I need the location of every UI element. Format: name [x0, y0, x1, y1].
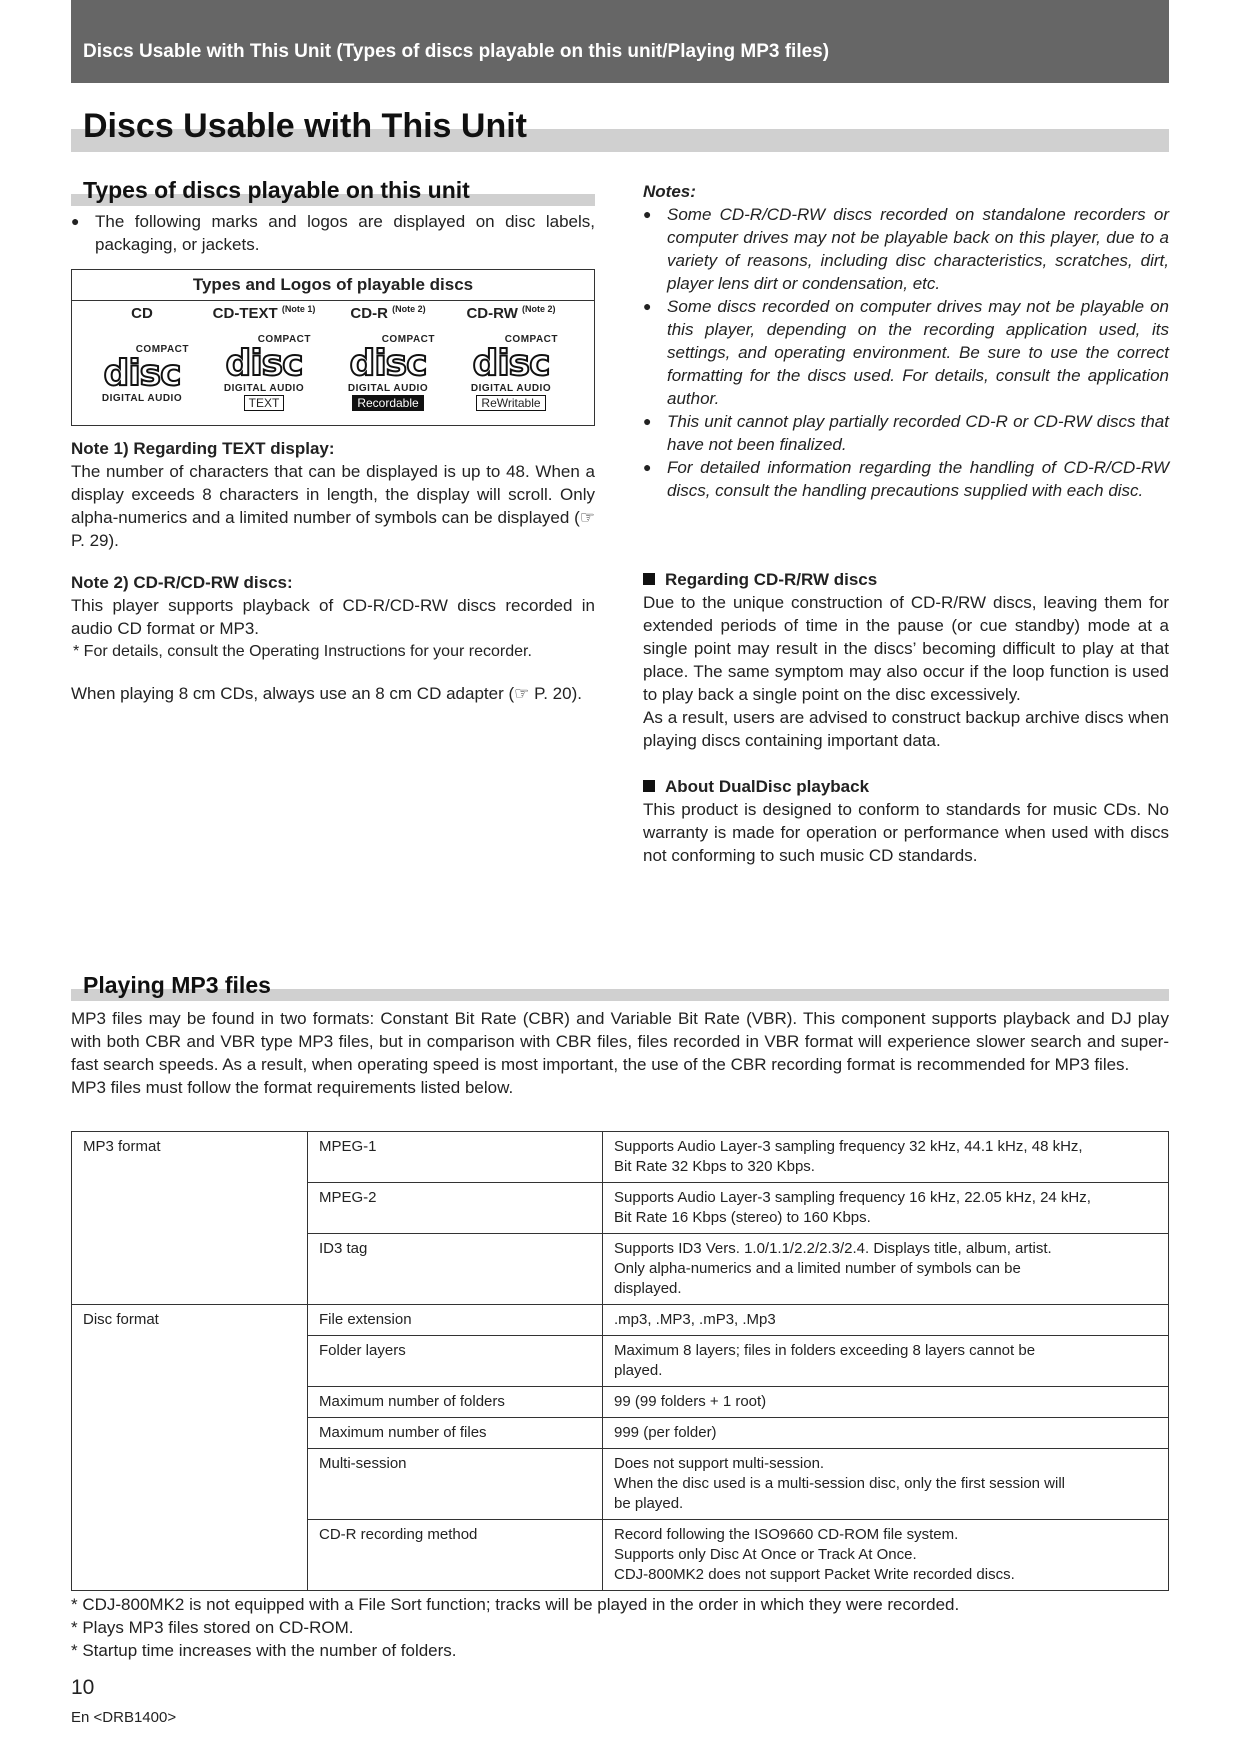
desc-cell: Maximum 8 layers; files in folders exceeding 8 layers cannot be played. — [603, 1336, 1169, 1387]
square-bullet-icon — [643, 573, 655, 585]
logo-label — [200, 304, 328, 326]
logo-tag: ReWritable — [476, 395, 545, 411]
footnote: * Plays MP3 files stored on CD-ROM. — [71, 1618, 354, 1637]
desc-cell: Supports ID3 Vers. 1.0/1.1/2.2/2.3/2.4. Displays title, album, artist. Only alpha-numerics and a limited number of symbols can be displayed. — [603, 1234, 1169, 1305]
regarding-text1: Due to the unique construction of CD-R/RW discs, leaving them for extended periods of time in the pause (or cue standby) mode at a single point may result in the discs’ becoming difficult to play at that place. The same symptom may also occur if the loop function is used to play back a single point on the disc excessively. — [643, 593, 1169, 704]
desc-cell: 999 (per folder) — [603, 1418, 1169, 1449]
page-number: 10 — [71, 1676, 95, 1699]
mp3-format-table — [71, 1131, 1169, 1591]
item-cell: CD-R recording method — [308, 1520, 603, 1591]
item-cell: File extension — [308, 1305, 603, 1336]
disc-logo-table — [71, 269, 595, 426]
notes-left — [71, 437, 595, 705]
types-intro — [71, 210, 595, 256]
note2-text: This player supports playback of CD-R/CD-RW discs recorded in audio CD format or MP3. — [71, 596, 595, 638]
logo-disc-word: disc — [225, 343, 303, 384]
logo-bottom-text: DIGITAL AUDIO — [223, 383, 305, 394]
note2-title: Note 2) CD-R/CD-RW discs: — [71, 573, 293, 592]
logo-top-text: COMPACT — [257, 334, 311, 345]
mp3-footnotes — [71, 1593, 959, 1662]
desc-cell: 99 (99 folders + 1 root) — [603, 1387, 1169, 1418]
logo-tag: Recordable — [352, 395, 423, 411]
mp3-intro — [71, 1007, 1169, 1099]
logo-label — [78, 304, 206, 326]
footnote: * Startup time increases with the number of folders. — [71, 1641, 457, 1660]
header-band — [71, 0, 1169, 83]
logo-cell — [447, 304, 575, 412]
footnote: * CDJ-800MK2 is not equipped with a File Sort function; tracks will be played in the order in which they were recorded. — [71, 1595, 960, 1614]
logo-label-text: CD-R — [350, 305, 388, 322]
doc-code: En <DRB1400> — [71, 1709, 177, 1726]
logo-label-text: CD — [131, 305, 153, 322]
group-cell: MP3 format — [72, 1132, 308, 1305]
logo-note: (Note 2) — [522, 304, 556, 314]
logo-note: (Note 1) — [281, 304, 316, 314]
group-cell: Disc format — [72, 1305, 308, 1591]
logo-cell — [200, 304, 328, 412]
note-item: ● Some CD-R/CD-RW discs recorded on standalone recorders or computer drives may not be playable back on this player, due to a variety of reasons, including disc characteristics, scratches, dirt, player lens dirt or condensation, etc. — [643, 203, 1169, 295]
note-item: ● Some discs recorded on computer drives may not be playable on this player, depending on the recording application used, its settings, and operating environment. Be sure to use the correct formatting for the discs used. For details, consult the application author. — [643, 295, 1169, 410]
logo-disc-word: disc — [103, 353, 181, 394]
logo-label-text: CD-RW — [466, 305, 518, 322]
notes-list — [643, 203, 1169, 502]
desc-cell: Supports Audio Layer-3 sampling frequency 32 kHz, 44.1 kHz, 48 kHz, Bit Rate 32 Kbps to 320 Kbps. — [603, 1132, 1169, 1183]
compact-disc-logo — [464, 334, 558, 412]
logo-top-text: COMPACT — [504, 334, 558, 345]
logo-label — [447, 304, 575, 326]
desc-cell: Does not support multi-session. When the disc used is a multi-session disc, only the first session will be played. — [603, 1449, 1169, 1520]
regarding-section — [643, 568, 1169, 867]
item-cell: Maximum number of files — [308, 1418, 603, 1449]
header-title: Discs Usable with This Unit (Types of discs playable on this unit/Playing MP3 files) — [83, 41, 830, 62]
regarding-text2: As a result, users are advised to construct backup archive discs when playing discs containing important data. — [643, 708, 1169, 750]
desc-cell: .mp3, .MP3, .mP3, .Mp3 — [603, 1305, 1169, 1336]
dualdisc-title — [643, 775, 1169, 798]
mp3-intro1: MP3 files may be found in two formats: Constant Bit Rate (CBR) and Variable Bit Rate (VBR). This component supports playback and DJ play with both CBR and VBR type MP3 files, but in comparison with CBR files, files recorded in VBR format will experience slower search and super-fast search speeds. As a result, when operating speed is most important, the use of the CBR recording format is recommended for MP3 files. — [71, 1009, 1169, 1074]
item-cell: Maximum number of folders — [308, 1387, 603, 1418]
item-cell: ID3 tag — [308, 1234, 603, 1305]
item-cell: Folder layers — [308, 1336, 603, 1387]
note-item: ● For detailed information regarding the handling of CD-R/CD-RW discs, consult the handling precautions supplied with each disc. — [643, 456, 1169, 502]
logo-table-title: Types and Logos of playable discs — [72, 270, 594, 301]
item-cell: MPEG-2 — [308, 1183, 603, 1234]
regarding-title — [643, 568, 1169, 591]
logo-cell — [78, 304, 206, 404]
page-title: Discs Usable with This Unit — [83, 107, 527, 145]
logo-bottom-text: DIGITAL AUDIO — [470, 383, 552, 394]
note1-text: The number of characters that can be displayed is up to 48. When a display exceeds 8 characters in length, the display will scroll. Only alpha-numerics and a limited number of symbols can be displayed (☞ P. 29). — [71, 462, 595, 550]
square-bullet-icon — [643, 780, 655, 792]
note-item: ● This unit cannot play partially recorded CD-R or CD-RW discs that have not been finalized. — [643, 410, 1169, 456]
types-section-title: Types of discs playable on this unit — [83, 177, 470, 203]
logo-top-text: COMPACT — [381, 334, 435, 345]
logo-tag: TEXT — [244, 395, 285, 411]
logo-label — [324, 304, 452, 326]
dualdisc-text: This product is designed to conform to standards for music CDs. No warranty is made for operation or performance when used with discs not conforming to such music CD standards. — [643, 800, 1169, 865]
regarding-title-text: Regarding CD-R/RW discs — [665, 570, 878, 589]
compact-disc-logo — [341, 334, 435, 412]
types-bullet: ● The following marks and logos are displayed on disc labels, packaging, or jackets. — [71, 210, 595, 256]
logo-disc-word: disc — [472, 343, 550, 384]
dualdisc-title-text: About DualDisc playback — [665, 777, 870, 796]
mp3-section-title: Playing MP3 files — [83, 972, 271, 998]
item-cell: Multi-session — [308, 1449, 603, 1520]
logo-disc-word: disc — [349, 343, 427, 384]
adapter-text: When playing 8 cm CDs, always use an 8 cm CD adapter (☞ P. 20). — [71, 684, 582, 703]
logo-bottom-text: DIGITAL AUDIO — [347, 383, 429, 394]
logo-top-text: COMPACT — [135, 344, 189, 355]
logo-note: (Note 2) — [392, 304, 426, 314]
desc-cell: Record following the ISO9660 CD-ROM file system. Supports only Disc At Once or Track At Once. CDJ-800MK2 does not support Packet Write recorded discs. — [603, 1520, 1169, 1591]
item-cell: MPEG-1 — [308, 1132, 603, 1183]
table-row — [72, 1132, 1169, 1183]
desc-cell: Supports Audio Layer-3 sampling frequency 16 kHz, 22.05 kHz, 24 kHz, Bit Rate 16 Kbps (stereo) to 160 Kbps. — [603, 1183, 1169, 1234]
note1-title: Note 1) Regarding TEXT display: — [71, 439, 335, 458]
note2-star: * For details, consult the Operating Instructions for your recorder. — [73, 643, 532, 660]
logo-label-text: CD-TEXT — [212, 305, 278, 322]
logo-bottom-text: DIGITAL AUDIO — [101, 393, 183, 404]
notes-right — [643, 180, 1169, 502]
table-row — [72, 1305, 1169, 1336]
notes-title: Notes: — [643, 182, 696, 201]
mp3-intro2: MP3 files must follow the format requirements listed below. — [71, 1078, 514, 1097]
logo-cell — [324, 304, 452, 412]
compact-disc-logo — [217, 334, 311, 412]
compact-disc-logo — [95, 344, 189, 404]
